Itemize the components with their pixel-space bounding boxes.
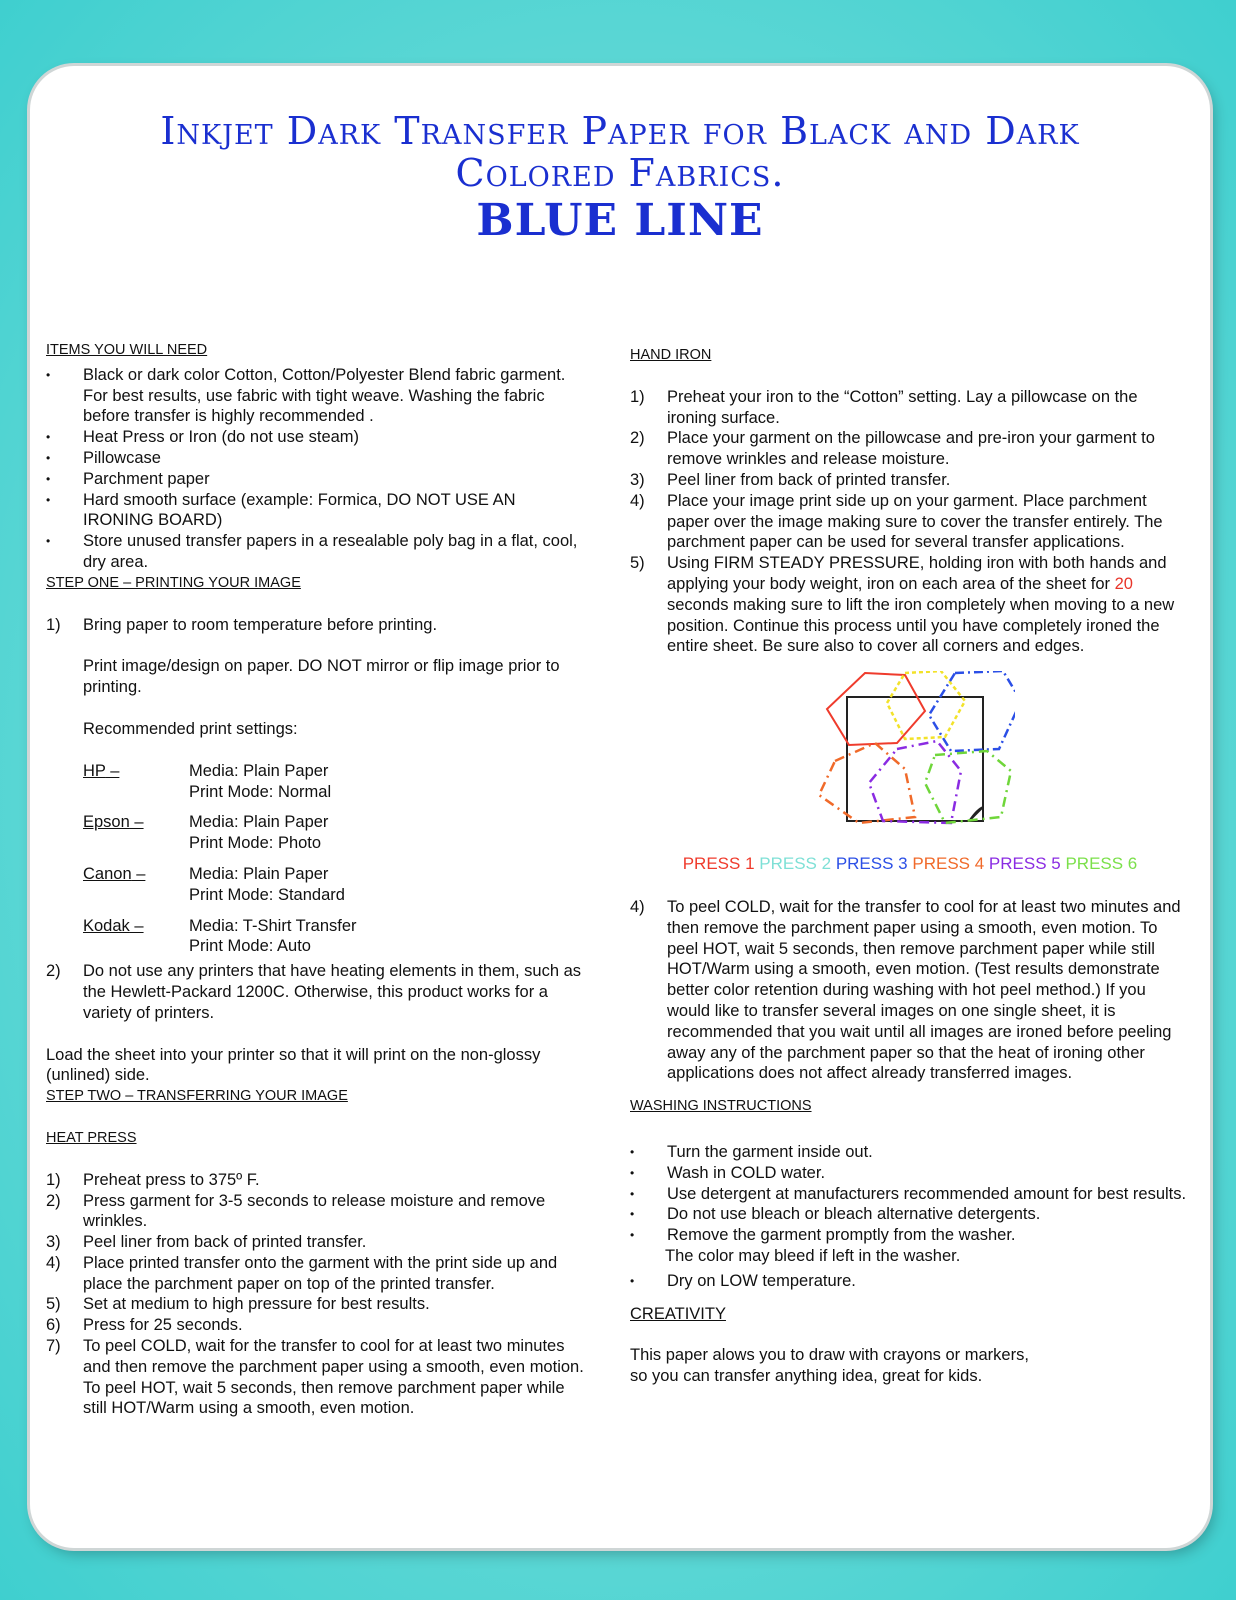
press-6-label: PRESS 6 — [1065, 854, 1138, 874]
press-5-label: PRESS 5 — [988, 854, 1061, 874]
press-order-diagram — [805, 671, 1015, 836]
recommended-settings-label: Recommended print settings: — [83, 719, 298, 738]
printer-setting-epson: Epson – Media: Plain Paper Print Mode: Photo — [83, 813, 329, 853]
list-item: 6) Press for 25 seconds. — [46, 1316, 243, 1335]
printer-setting-canon: Canon – Media: Plain Paper Print Mode: Standard — [83, 864, 345, 904]
list-item: • Remove the garment promptly from the washer. — [630, 1225, 1190, 1246]
creativity-heading: CREATIVITY — [630, 1304, 726, 1323]
printer-setting-kodak: Kodak – Media: T-Shirt Transfer Print Mode: Auto — [83, 916, 357, 956]
list-item: • Pillowcase — [46, 448, 586, 469]
heat-press-steps — [46, 1170, 586, 1420]
hand-iron-steps — [630, 387, 1190, 657]
washing-list — [630, 1142, 1190, 1246]
printer-setting-hp: HP – Media: Plain Paper Print Mode: Normal — [83, 761, 332, 801]
list-item: 1) Preheat your iron to the “Cotton” setting. Lay a pillowcase on the ironing surface. — [630, 387, 1138, 427]
title-line-3: BLUE LINE — [476, 195, 764, 246]
hand-iron-heading: HAND IRON — [630, 347, 712, 363]
list-item: 4) Place printed transfer onto the garment with the print side up and place the parchment paper on top of the printed transfer. — [46, 1253, 558, 1293]
list-item: • Parchment paper — [46, 469, 586, 490]
list-item: • Hard smooth surface (example: Formica, DO NOT USE AN IRONING BOARD) — [46, 490, 586, 532]
list-item: 5) Using FIRM STEADY PRESSURE, holding iron with both hands and applying your body weight, iron on each area of the sheet for 20 seconds making sure to lift the iron completely when moving to a new position. Continue this process until you have completely ironed the entire sheet. Be sure also to cover all corners and edges. — [630, 554, 1175, 656]
press-3-label: PRESS 3 — [835, 854, 908, 874]
list-item: 1) Preheat press to 375º F. — [46, 1170, 260, 1189]
list-item: 5) Set at medium to high pressure for best results. — [46, 1295, 430, 1314]
step-two-heading: STEP TWO – TRANSFERRING YOUR IMAGE — [46, 1088, 348, 1105]
bleed-note: The color may bleed if left in the washer. — [665, 1246, 961, 1265]
items-needed-heading: ITEMS YOU WILL NEED — [46, 342, 208, 358]
list-item: 4) Place your image print side up on your garment. Place parchment paper over the image making sure to cover the transfer entirely. The parchment paper can be used for several transfer applications. — [630, 491, 1163, 552]
right-column — [630, 345, 1190, 1387]
title-line-2: Colored Fabrics. — [455, 151, 785, 195]
page-title — [30, 110, 1210, 248]
list-item: • Dry on LOW temperature. — [630, 1271, 1190, 1292]
list-item: • Wash in COLD water. — [630, 1163, 1190, 1184]
press-2-label: PRESS 2 — [759, 854, 832, 874]
press-1-label: PRESS 1 — [682, 854, 755, 874]
list-item: • Store unused transfer papers in a resealable poly bag in a flat, cool, dry area. — [46, 531, 586, 573]
step-one-list — [46, 615, 586, 636]
list-item: 1) Bring paper to room temperature before printing. — [46, 615, 438, 634]
list-item: 3) Peel liner from back of printed transfer. — [46, 1233, 367, 1252]
press-legend — [630, 854, 1190, 875]
creativity-text-1: This paper alows you to draw with crayons or markers, — [630, 1346, 1029, 1365]
press-4-label: PRESS 4 — [912, 854, 985, 874]
left-column — [46, 340, 586, 1419]
list-item: 3) Peel liner from back of printed transfer. — [630, 470, 951, 489]
list-item: • Turn the garment inside out. — [630, 1142, 1190, 1163]
creativity-text-2: so you can transfer anything idea, great for kids. — [630, 1367, 983, 1386]
items-needed-list — [46, 365, 586, 573]
seconds-value: 20 — [1114, 574, 1133, 593]
list-item: • Heat Press or Iron (do not use steam) — [46, 427, 586, 448]
list-item: 2) Press garment for 3-5 seconds to release moisture and remove wrinkles. — [46, 1191, 546, 1231]
step-one-heading: STEP ONE – PRINTING YOUR IMAGE — [46, 574, 301, 591]
washing-heading: WASHING INSTRUCTIONS — [630, 1098, 812, 1115]
list-item: 2) Place your garment on the pillowcase and pre-iron your garment to remove wrinkles and release moisture. — [630, 429, 1155, 469]
heat-press-heading: HEAT PRESS — [46, 1129, 137, 1146]
list-item: 2) Do not use any printers that have heating elements in them, such as the Hewlett-Packard 1200C. Otherwise, this product works for a variety of printers. — [46, 962, 582, 1022]
title-line-1: Inkjet Dark Transfer Paper for Black and Dark — [160, 109, 1080, 153]
list-item: 4) To peel COLD, wait for the transfer to cool for at least two minutes and then remove the parchment paper using a smooth, even motion. To peel HOT, wait 5 seconds, then remove parchment paper while still HOT/Warm using a smooth, even motion. (Test results demonstrate better color retention during washing with hot peel method.) If you would like to transfer several images on one single sheet, it is recommended that you wait until all images are ironed before peeling away any of the parchment paper so that the heat of ironing other applications does not affect already transferred images. — [630, 897, 1181, 1083]
list-item: • Do not use bleach or bleach alternative detergents. — [630, 1204, 1190, 1225]
list-item: • Black or dark color Cotton, Cotton/Polyester Blend fabric garment. For best results, use fabric with tight weave. Washing the fabric before transfer is highly recommended . — [46, 365, 586, 427]
print-instructions: Print image/design on paper. DO NOT mirror or flip image prior to printing. — [83, 657, 560, 697]
list-item: • Use detergent at manufacturers recommended amount for best results. — [630, 1184, 1190, 1205]
load-sheet-note: Load the sheet into your printer so that it will print on the non-glossy (unlined) side. — [46, 1045, 541, 1085]
list-item: 7) To peel COLD, wait for the transfer to cool for at least two minutes and then remove the parchment paper using a smooth, even motion. To peel HOT, wait 5 seconds, then remove parchment paper while still HOT/Warm using a smooth, even motion. — [46, 1337, 584, 1418]
